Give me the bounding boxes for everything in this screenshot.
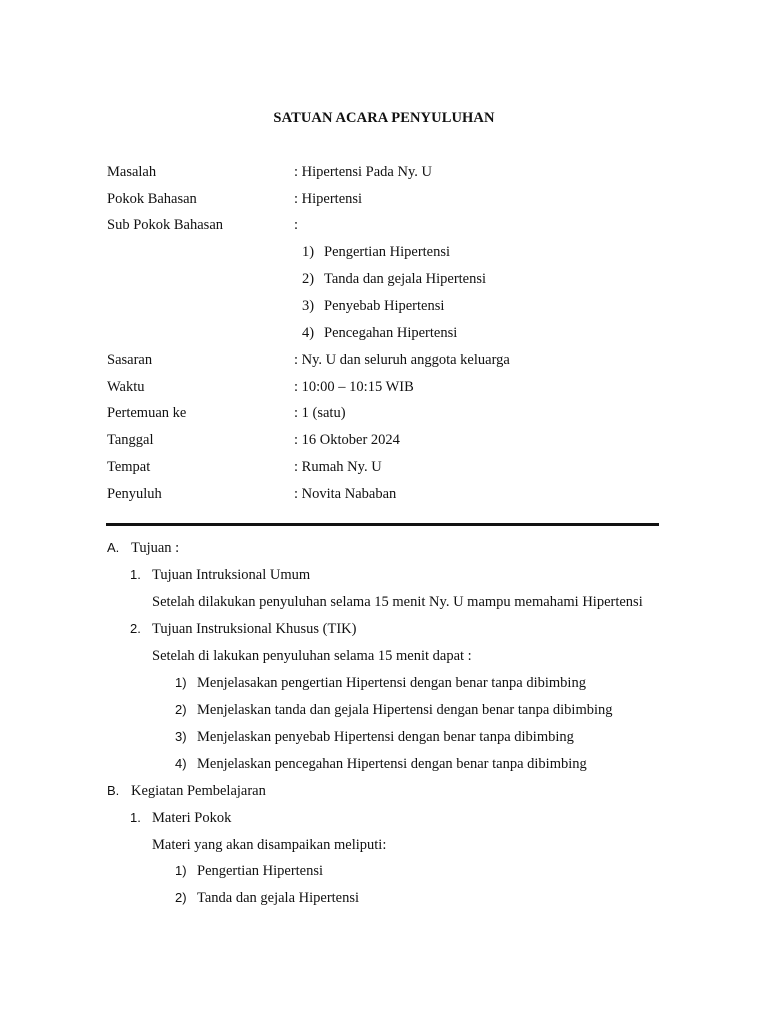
horizontal-divider (106, 523, 659, 526)
list-number: 3) (175, 729, 187, 744)
list-text: Menjelaskan penyebab Hipertensi dengan benar tanpa dibimbing (197, 729, 574, 745)
list-number: 2. (130, 621, 141, 636)
list-number: 4) (175, 756, 187, 771)
document-title: SATUAN ACARA PENYULUHAN (273, 110, 495, 126)
info-label: Tanggal (107, 432, 154, 448)
info-label: Pertemuan ke (107, 405, 187, 421)
list-text: Menjelaskan pencegahan Hipertensi dengan benar tanpa dibimbing (197, 756, 587, 772)
info-label: Waktu (107, 379, 145, 395)
list-text: Pengertian Hipertensi (324, 244, 451, 260)
info-label: Penyuluh (107, 486, 162, 502)
objective-title: Tujuan Intruksional Umum (152, 567, 311, 583)
section-heading-text: Tujuan : (131, 540, 180, 556)
objective-description: Setelah di lakukan penyuluhan selama 15 menit dapat : (152, 648, 472, 664)
learning-description: Materi yang akan disampaikan meliputi: (152, 837, 387, 853)
info-label: Sub Pokok Bahasan (107, 217, 223, 233)
info-value: : 16 Oktober 2024 (294, 432, 400, 448)
learning-title: Materi Pokok (152, 810, 232, 826)
info-value: : Hipertensi Pada Ny. U (294, 164, 432, 180)
list-text: Menjelasakan pengertian Hipertensi dengan benar tanpa dibimbing (197, 675, 586, 691)
section-heading-text: Kegiatan Pembelajaran (131, 783, 266, 799)
list-number: 2) (175, 702, 187, 717)
list-number: 1. (130, 567, 141, 582)
list-text: Tanda dan gejala Hipertensi (197, 890, 360, 906)
list-number: 1) (302, 244, 315, 260)
objective-title: Tujuan Instruksional Khusus (TIK) (152, 621, 357, 637)
info-value: : Ny. U dan seluruh anggota keluarga (294, 352, 510, 368)
info-value: : 1 (satu) (294, 405, 346, 421)
list-number: 3) (302, 298, 315, 314)
info-value: : 10:00 – 10:15 WIB (294, 379, 414, 395)
list-text: Pengertian Hipertensi (197, 863, 324, 879)
info-value: : Hipertensi (294, 191, 363, 207)
list-text: Menjelaskan tanda dan gejala Hipertensi dengan benar tanpa dibimbing (197, 702, 613, 718)
info-label: Pokok Bahasan (107, 191, 197, 207)
list-number: 2) (175, 890, 187, 905)
list-number: 2) (302, 271, 315, 287)
section-letter: A. (107, 540, 120, 555)
objective-description: Setelah dilakukan penyuluhan selama 15 menit Ny. U mampu memahami Hipertensi (152, 594, 643, 610)
info-label: Masalah (107, 164, 157, 180)
list-number: 4) (302, 325, 315, 341)
list-text: Tanda dan gejala Hipertensi (324, 271, 487, 287)
list-text: Penyebab Hipertensi (324, 298, 445, 314)
info-value: : Novita Nababan (294, 486, 397, 502)
info-value: : (294, 217, 299, 233)
list-text: Pencegahan Hipertensi (324, 325, 458, 341)
info-label: Tempat (107, 459, 151, 475)
section-letter: B. (107, 783, 120, 798)
info-label: Sasaran (107, 352, 153, 368)
list-number: 1) (175, 675, 187, 690)
info-value: : Rumah Ny. U (294, 459, 382, 475)
list-number: 1) (175, 863, 187, 878)
list-number: 1. (130, 810, 141, 825)
